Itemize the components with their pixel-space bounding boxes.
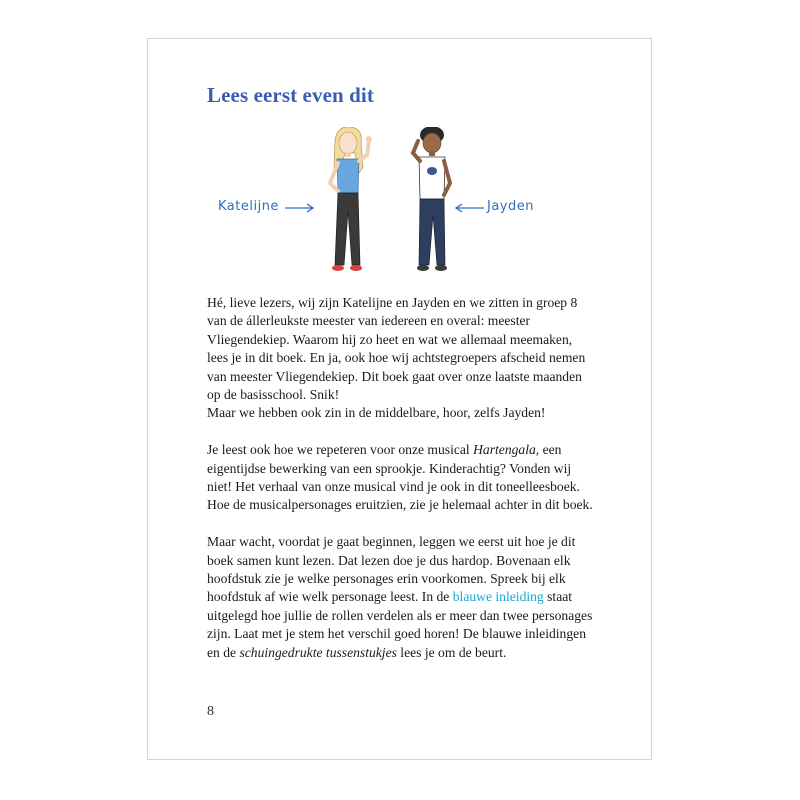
arrow-right-icon (284, 203, 316, 213)
paragraph: Je leest ook hoe we repeteren voor onze musical Hartengala, een eigentijdse bewerking van een sprookje. Kinderachtig? Vonden wij niet! Het verhaal van onze musical vind je ook in dit toneelleesboek. Hoe de musicalpersonages eruitzien, zie je helemaal achter in dit boek. (207, 442, 593, 513)
boy-figure (400, 127, 470, 277)
label-jayden: Jayden (487, 199, 534, 214)
label-katelijne: Katelijne (218, 199, 279, 214)
blue-introduction-term: blauwe inleiding (452, 589, 544, 605)
paragraph: Hé, lieve lezers, wij zijn Katelijne en Jayden en we zitten in groep 8 van de állerleukste meester van iedereen en overal: meester Vliegendekiep. Waarom hij zo heet en wat we allemaal meemaken, lees je in dit boek. En ja, ook hoe wij achtstegroepers afscheid nemen van meester Vliegendekiep. Dit boek gaat over onze laatste maanden op de basisschool. Snik! Maar we hebben ook zin in de middelbare, hoor, zelfs Jayden! (207, 295, 586, 421)
page-number: 8 (207, 704, 214, 719)
page-title: Lees eerst even dit (207, 83, 374, 107)
musical-title: Hartengala (473, 442, 536, 458)
illustration (148, 127, 653, 277)
book-page (147, 38, 652, 760)
paragraph: Maar wacht, voordat je gaat beginnen, leggen we eerst uit hoe je dit boek samen kunt lezen. Dat lezen doe je dus hardop. Bovenaan elk hoofdstuk zie je welke personages erin voorkomen. Spreek bij elk hoofdstuk af wie welk personage leest. In de blauwe inleiding staat uitgelegd hoe jullie de rollen verdelen als er meer dan twee personages zijn. Laat met je stem het verschil goed horen! De blauwe inleidingen en de schuingedrukte tussenstukjes lees je om de beurt. (207, 534, 593, 660)
girl-figure (315, 127, 385, 277)
body-text (207, 294, 607, 680)
italic-term: schuingedrukte tussenstukjes (239, 644, 397, 660)
arrow-left-icon (453, 203, 485, 213)
